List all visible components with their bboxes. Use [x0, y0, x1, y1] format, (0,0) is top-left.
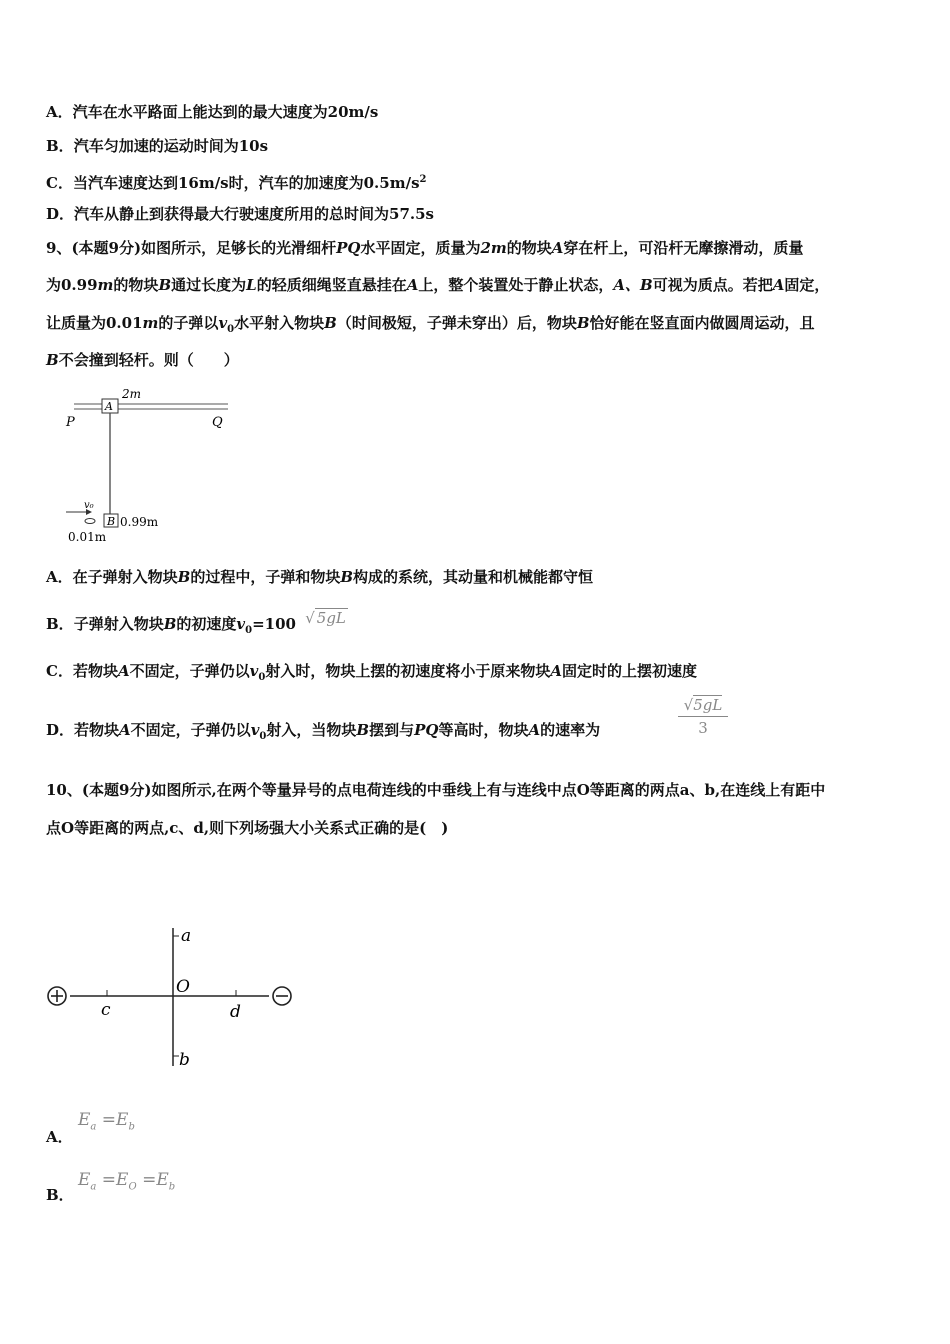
label-099m: 0.99m: [120, 515, 159, 529]
q9-option-a: A．在子弹射入物块B的过程中，子弹和物块B构成的系统，其动量和机械能都守恒: [46, 568, 594, 586]
label-o: O: [176, 977, 190, 997]
label-001m: 0.01m: [68, 530, 107, 544]
q8-option-c: C．当汽车速度达到16m/s时，汽车的加速度为$0.5m/s^2$: [46, 174, 427, 192]
q8-option-d: D．汽车从静止到获得最大行驶速度所用的总时间为57.5s: [46, 205, 434, 223]
q8-option-a: A．汽车在水平路面上能达到的最大速度为20m/s: [46, 103, 379, 121]
q10-figure: [40, 920, 300, 1080]
label-b: b: [179, 1050, 190, 1070]
q9-stem-line-2: 为0.99m的物块B通过长度为L的轻质细绳竖直悬挂在A上，整个装置处于静止状态，A、B可视为质点。若把A固定，: [46, 276, 830, 294]
label-a: A: [105, 400, 113, 413]
q9-stem-line-1: 9、(本题9分)如图所示，足够长的光滑细杆PQ水平固定，质量为2m的物块A穿在杆上，可沿杆无摩擦滑动，质量: [46, 239, 804, 257]
q9-stem-line-3: 让质量为0.01m的子弹以$v_0$水平射入物块B（时间极短，子弹未穿出）后，物块B恰好能在竖直面内做圆周运动，且: [46, 314, 815, 335]
sqrt-formula: √ 5gL: [305, 609, 346, 627]
q10-option-a: A．: [46, 1128, 73, 1146]
label-b: B: [107, 515, 116, 528]
label-p: P: [66, 415, 75, 430]
bullet: [85, 519, 95, 524]
q9-option-d: D．若物块A不固定，子弹仍以$v_0$射入，当物块B摆到与PQ等高时，物块A的速率为: [46, 721, 601, 742]
label-2m: 2m: [122, 387, 142, 401]
q10-option-b: B．: [46, 1186, 74, 1204]
q9-figure: [60, 386, 240, 546]
label-a: a: [181, 926, 192, 946]
q9-stem-line-4: B不会撞到轻杆。则（ ）: [46, 351, 239, 369]
label-v0: v₀: [84, 500, 94, 511]
label-d: d: [230, 1002, 241, 1022]
label-c: c: [101, 1000, 111, 1020]
q9-option-c: C．若物块A不固定，子弹仍以$v_0$射入时，物块上摆的初速度将小于原来物块A固定时的上摆初速度: [46, 662, 697, 683]
q10-option-a-formula: $E_a =E_b$: [78, 1110, 135, 1133]
q10-stem-line-2: 点O等距离的两点,c、d,则下列场强大小关系式正确的是( ): [46, 819, 449, 837]
q10-option-b-formula: $E_a =E_O =E_b$: [78, 1170, 176, 1193]
label-q: Q: [212, 415, 223, 430]
q9-option-b: B．子弹射入物块B的初速度$v_0=100$ √ 5gL: [46, 609, 346, 636]
fraction-formula: √5gL 3: [678, 696, 728, 737]
q10-stem-line-1: 10、(本题9分)如图所示,在两个等量异号的点电荷连线的中垂线上有与连线中点O等距离的两点a、b,在连线上有距中: [46, 781, 826, 799]
q8-option-b: B．汽车匀加速的运动时间为10s: [46, 137, 269, 155]
